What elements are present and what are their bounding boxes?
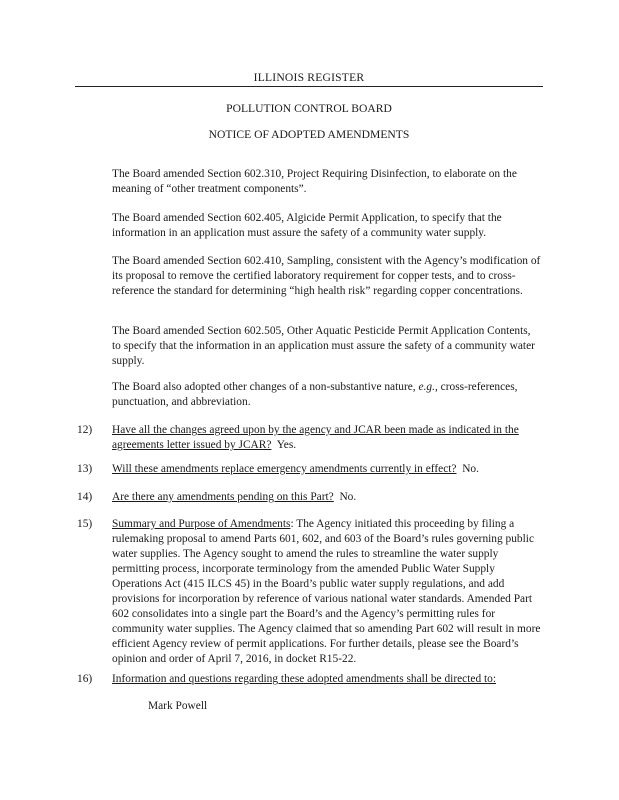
paragraph-602-410: The Board amended Section 602.410, Sampling, consistent with the Agency’s modification of its proposal to remove the certified laboratory requirement for copper tests, and to cross-reference the standard for determining “high health risk” regarding copper concentrations. [112, 255, 541, 297]
paragraph-602-310: The Board amended Section 602.310, Project Requiring Disinfection, to elaborate on the meaning of “other treatment components”. [112, 168, 517, 195]
item-number-13: 13) [77, 463, 93, 475]
paragraph-602-405: The Board amended Section 602.405, Algicide Permit Application, to specify that the information in an application must assure the safety of a community water supply. [112, 212, 502, 239]
notice-title: NOTICE OF ADOPTED AMENDMENTS [208, 128, 410, 141]
item-12-question: Have all the changes agreed upon by the agency and JCAR been made as indicated in the agreements letter issued by JCAR? [112, 424, 519, 451]
item-13-question: Will these amendments replace emergency amendments currently in effect? [112, 463, 457, 475]
item-15-summary: : The Agency initiated this proceeding by filing a rulemaking proposal to amend Parts 601, 602, and 603 of the Board’s rules governing public water supplies. The Agency sought to amend the rules to streamline the water supply permitting process, incorporate terminology from the amended Public Water Supply Operations Act (415 ILCS 45) in the Board’s public water supply regulations, and add provisions for incorporation by reference of various national water standards. Amended Part 602 consolidates into a single part the Board’s and the Agency’s permitting rules for community water supplies. The Agency claimed that so amending Part 602 will result in more efficient Agency review of permit applications. For further details, please see the Board’s opinion and order of April 7, 2016, in docket R15-22. [112, 518, 541, 665]
item-14-answer: No. [339, 491, 357, 503]
paragraph-other-changes [112, 380, 542, 410]
item-14-question: Are there any amendments pending on this Part? [112, 491, 334, 503]
contact-name: Mark Powell [148, 700, 208, 712]
item-16-question: Information and questions regarding these adopted amendments shall be directed to: [112, 673, 497, 685]
item-number-14: 14) [77, 491, 93, 503]
item-12-answer: Yes. [276, 439, 297, 451]
item-number-15: 15) [77, 518, 93, 530]
board-name: POLLUTION CONTROL BOARD [226, 102, 392, 115]
paragraph-other-changes-text: The Board also adopted other changes of a non-substantive nature, [112, 381, 419, 393]
item-15-heading: Summary and Purpose of Amendments [112, 518, 291, 530]
paragraph-other-changes-italic: e.g. [418, 381, 435, 393]
paragraph-other-changes-tail: , cross-references, punctuation, and abbreviation. [112, 381, 518, 408]
paragraph-602-505: The Board amended Section 602.505, Other Aquatic Pesticide Permit Application Contents, to specify that the information in an application must assure the safety of a community water supply. [112, 325, 535, 367]
item-13 [112, 462, 544, 477]
item-14 [112, 490, 544, 505]
item-13-answer: No. [462, 463, 479, 475]
item-16 [112, 672, 544, 687]
item-15 [112, 517, 544, 667]
register-header: ILLINOIS REGISTER [253, 71, 365, 84]
item-number-12: 12) [77, 424, 93, 436]
header-rule [75, 86, 543, 87]
item-number-16: 16) [77, 673, 93, 685]
item-12 [112, 423, 544, 453]
